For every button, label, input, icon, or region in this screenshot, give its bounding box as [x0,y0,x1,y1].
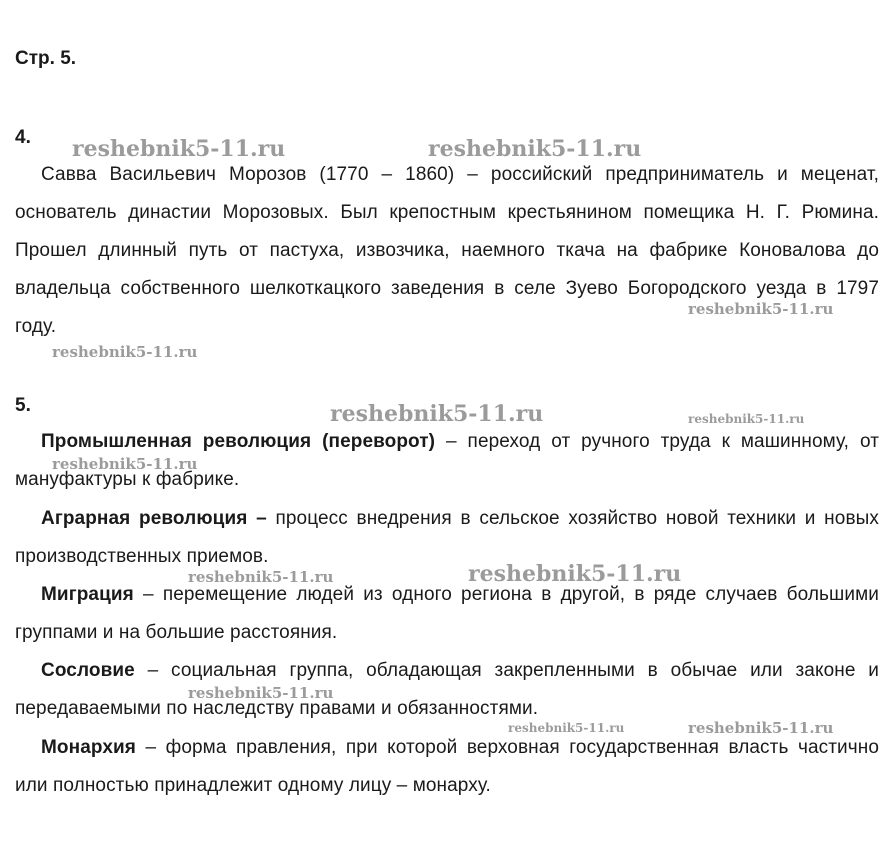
definition-term: Сословие [41,660,135,681]
definition-migration [15,576,879,652]
definition-text: процесс внедрения в сельское хозяйство новой техники и новых производственных приемов. [15,508,879,567]
watermark: reshebnik5-11.ru [688,412,805,426]
definition-term: Миграция [41,584,134,605]
definition-text: – форма правления, при которой верховная государственная власть частично или полностью принадлежит одному лицу – монарху. [15,737,879,796]
watermark: reshebnik5-11.ru [688,300,834,318]
definition-agrarian-revolution [15,500,879,576]
watermark: reshebnik5-11.ru [52,343,198,361]
page-reference: Стр. 5. [15,48,77,69]
task-4-number: 4. [15,127,31,148]
watermark: reshebnik5-11.ru [330,401,544,427]
definition-text: – переход от ручного труда к машинному, от мануфактуры к фабрике. [15,431,879,490]
watermark: reshebnik5-11.ru [188,684,334,702]
task-4-text: Савва Васильевич Морозов (1770 – 1860) – российский предприниматель и меценат, основатель династии Морозовых. Был крепостным крестьянином помещика Н. Г. Рюмина. Прошел длинный путь от пастуха, извозчика, наемного ткача на фабрике Коновалова до владельца собственного шелкоткацкого заведения в селе Зуево Богородского уезда в 1797 году. [15,164,879,337]
watermark: reshebnik5-11.ru [188,568,334,586]
definition-text: – перемещение людей из одного региона в другой, в ряде случаев большими группами и на большие расстояния. [15,584,879,643]
watermark: reshebnik5-11.ru [72,136,286,162]
definition-term: Монархия [41,737,136,758]
definition-term: Аграрная революция – [41,508,267,529]
task-5-number: 5. [15,395,31,416]
watermark: reshebnik5-11.ru [428,136,642,162]
definition-monarchy [15,729,879,805]
watermark: reshebnik5-11.ru [52,455,198,473]
definition-text: – социальная группа, обладающая закрепленными в обычае или законе и передаваемыми по наследству правами и обязанностями. [15,660,879,719]
definition-estate [15,652,879,728]
watermark: reshebnik5-11.ru [468,561,682,587]
watermark: reshebnik5-11.ru [688,719,834,737]
watermark: reshebnik5-11.ru [508,721,625,735]
definition-term: Промышленная революция (переворот) [41,431,436,452]
